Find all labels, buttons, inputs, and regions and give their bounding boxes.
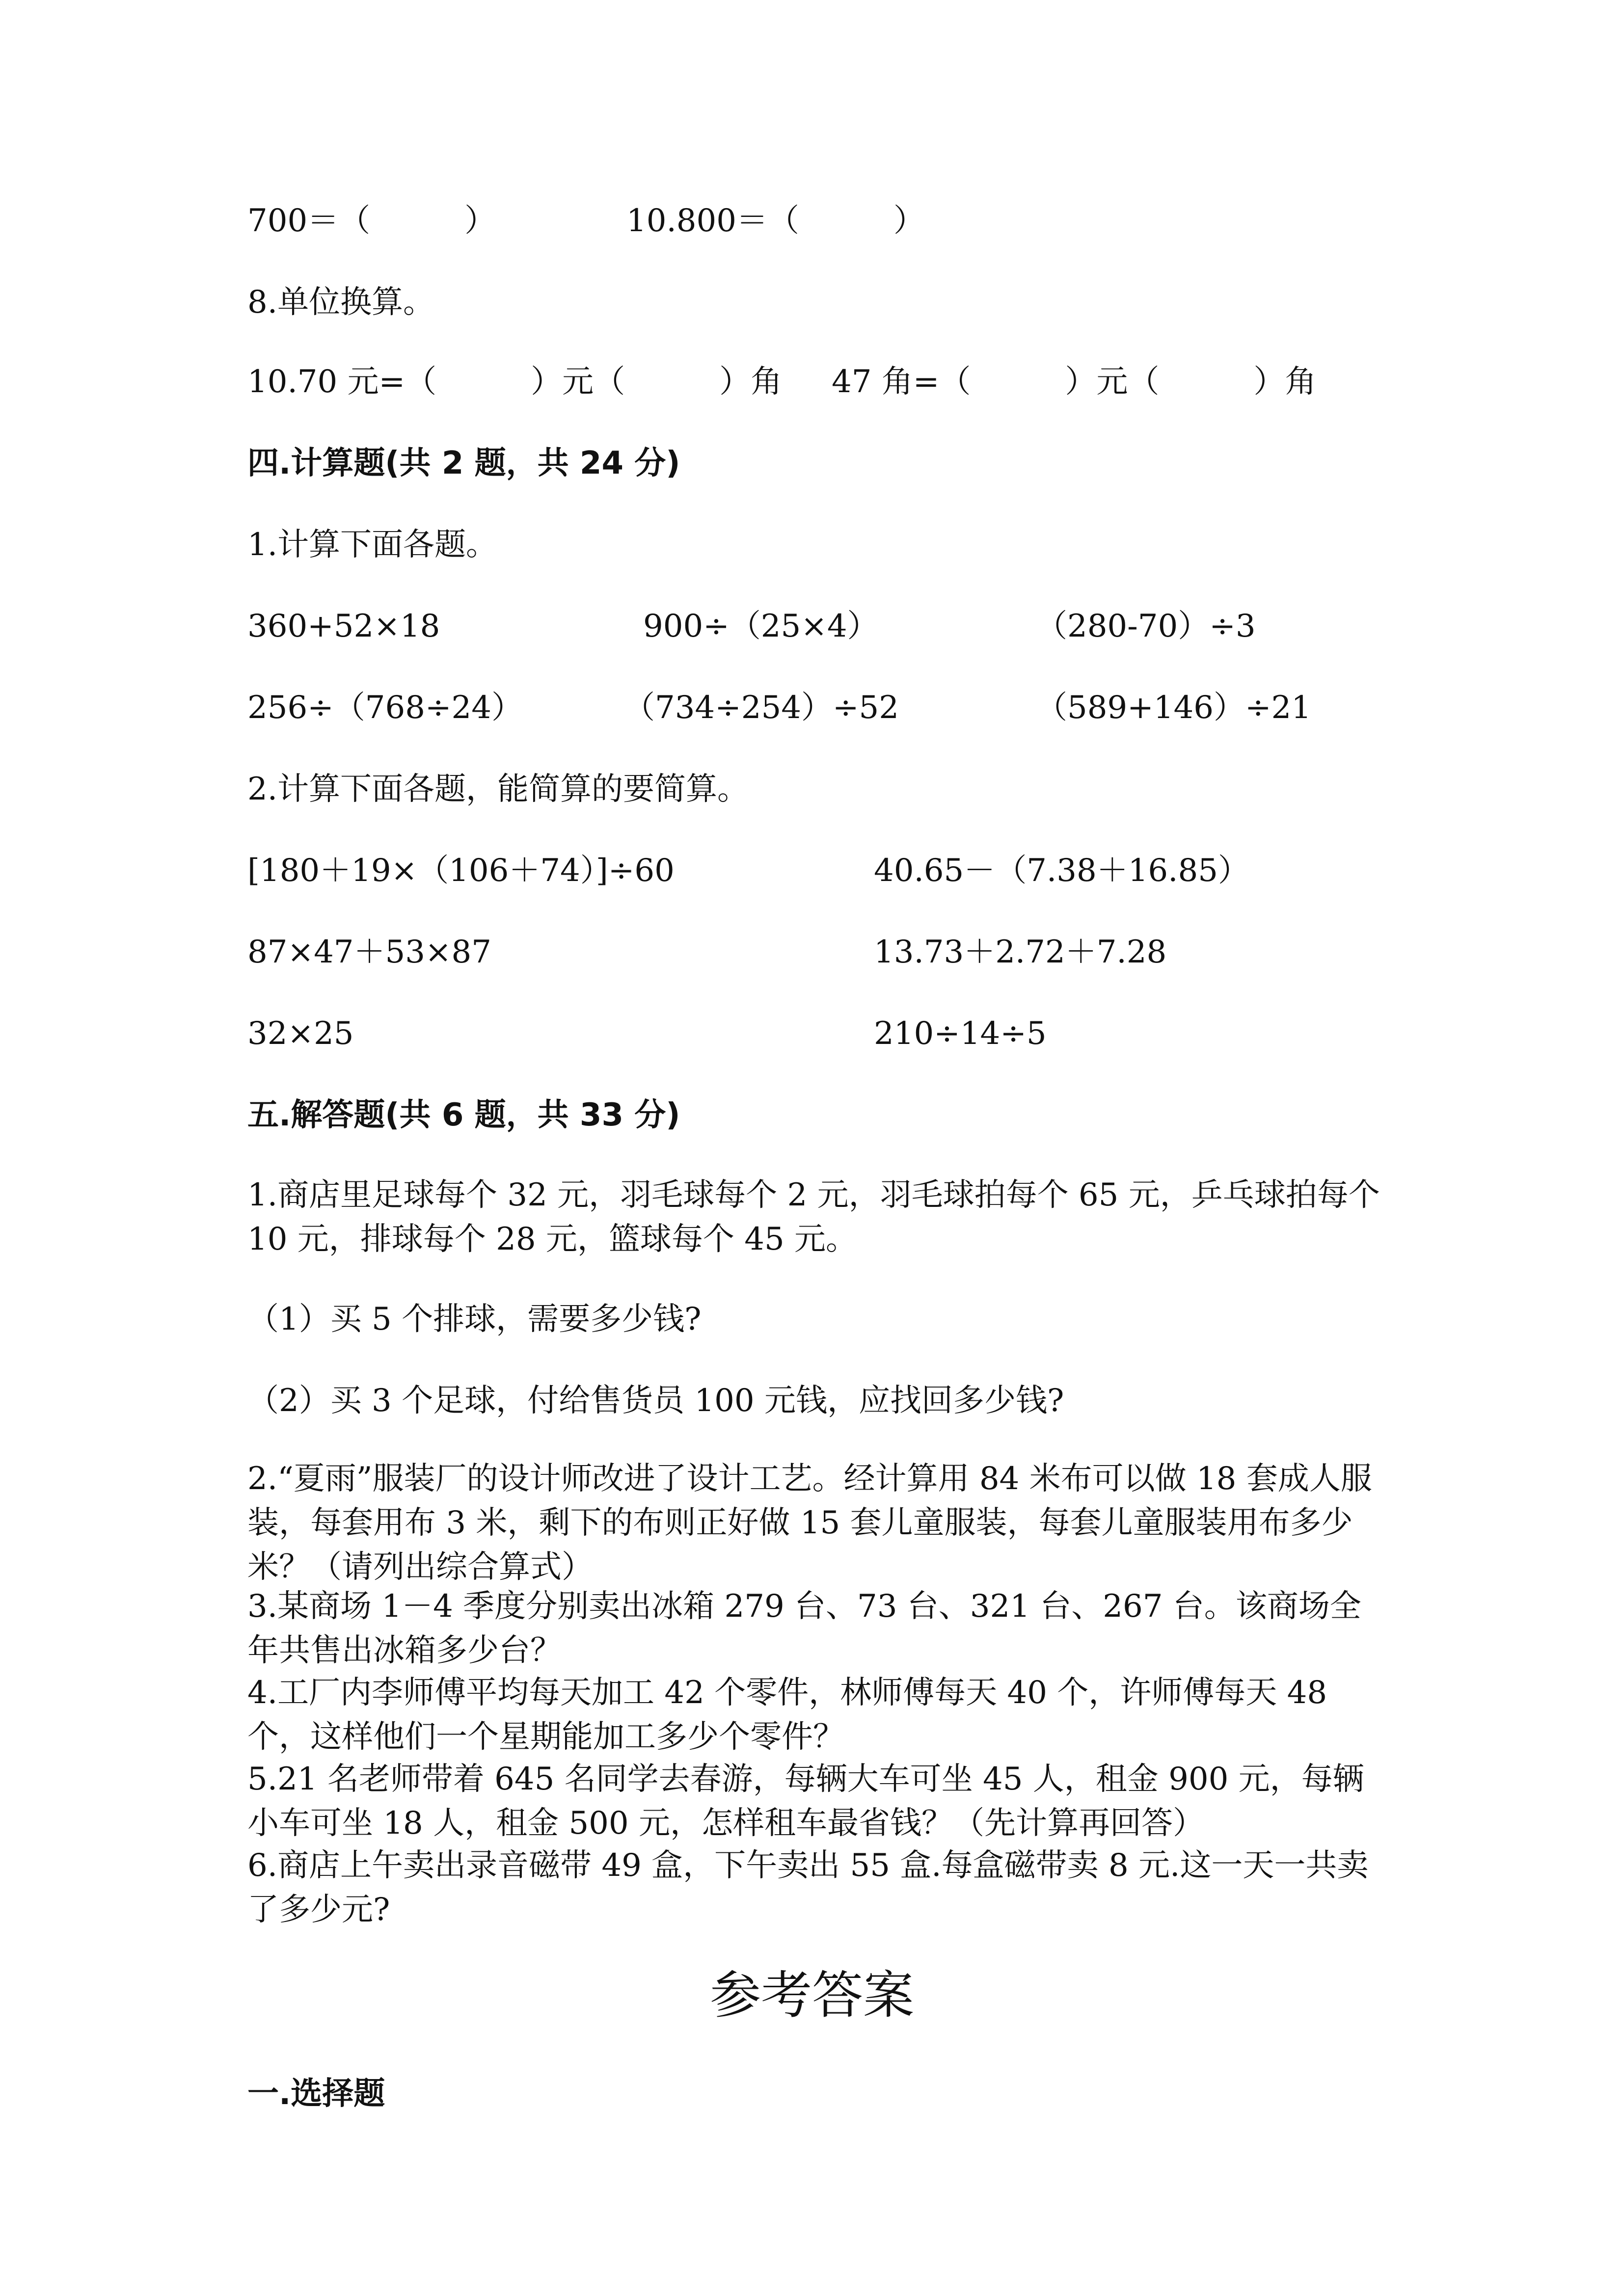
fill-blank-10-800: 10.800＝（ ） <box>626 203 925 239</box>
q8-left: 10.70 元=（ ）元（ ）角 <box>247 364 783 400</box>
calc-item: （734÷254）÷52 <box>623 690 899 726</box>
calc-item: 900÷（25×4） <box>643 608 879 644</box>
problem-3: 3.某商场 1－4 季度分别卖出冰箱 279 台、73 台、321 台、267 台。该商场全年共售出冰箱多少台？ <box>247 1588 1361 1669</box>
section4-heading: 四.计算题(共 2 题，共 24 分) <box>247 445 680 481</box>
calc-item: 256÷（768÷24） <box>247 690 523 726</box>
answers-title: 参考答案 <box>709 1965 914 2025</box>
fill-blank-700: 700＝（ ） <box>247 203 496 239</box>
calc-item: 13.73＋2.72＋7.28 <box>874 934 1167 970</box>
calc-item: 87×47＋53×87 <box>247 934 491 970</box>
section4-q2-heading: 2.计算下面各题，能简算的要简算。 <box>247 771 749 807</box>
problem-6: 6.商店上午卖出录音磁带 49 盒，下午卖出 55 盒.每盒磁带卖 8 元.这一天一共卖了多少元? <box>247 1847 1369 1928</box>
calc-item: 32×25 <box>247 1015 354 1052</box>
problem-2: 2.“夏雨”服装厂的设计师改进了设计工艺。经计算用 84 米布可以做 18 套成人服装，每套用布 3 米，剩下的布则正好做 15 套儿童服装，每套儿童服装用布多少米？（请列出综合算式） <box>247 1461 1372 1585</box>
section5-heading: 五.解答题(共 6 题，共 33 分) <box>247 1097 680 1133</box>
calc-item: [180＋19×（106＋74）]÷60 <box>247 853 675 889</box>
problem-5: 5.21 名老师带着 645 名同学去春游，每辆大车可坐 45 人，租金 900 元，每辆小车可坐 18 人，租金 500 元，怎样租车最省钱？（先计算再回答） <box>247 1761 1364 1842</box>
q8-heading: 8.单位换算。 <box>247 284 435 320</box>
calc-item: 40.65－（7.38＋16.85） <box>874 853 1249 889</box>
q8-right: 47 角=（ ）元（ ）角 <box>832 364 1317 400</box>
problem-1: 1.商店里足球每个 32 元，羽毛球每个 2 元，羽毛球拍每个 65 元，乒乓球拍每个 10 元，排球每个 28 元，篮球每个 45 元。 <box>247 1177 1380 1257</box>
calc-item: 360+52×18 <box>247 608 440 644</box>
calc-item: （589+146）÷21 <box>1036 690 1311 726</box>
answers-section1-heading: 一.选择题 <box>247 2076 385 2112</box>
problem-4: 4.工厂内李师傅平均每天加工 42 个零件，林师傅每天 40 个，许师傅每天 48 个，这样他们一个星期能加工多少个零件？ <box>247 1675 1327 1755</box>
problem-1-sub-1: （1）买 5 个排球，需要多少钱? <box>247 1301 702 1337</box>
section4-q1-heading: 1.计算下面各题。 <box>247 527 498 563</box>
calc-item: 210÷14÷5 <box>874 1015 1047 1052</box>
calc-item: （280-70）÷3 <box>1036 608 1256 644</box>
problem-1-sub-2: （2）买 3 个足球，付给售货员 100 元钱，应找回多少钱? <box>247 1383 1064 1419</box>
